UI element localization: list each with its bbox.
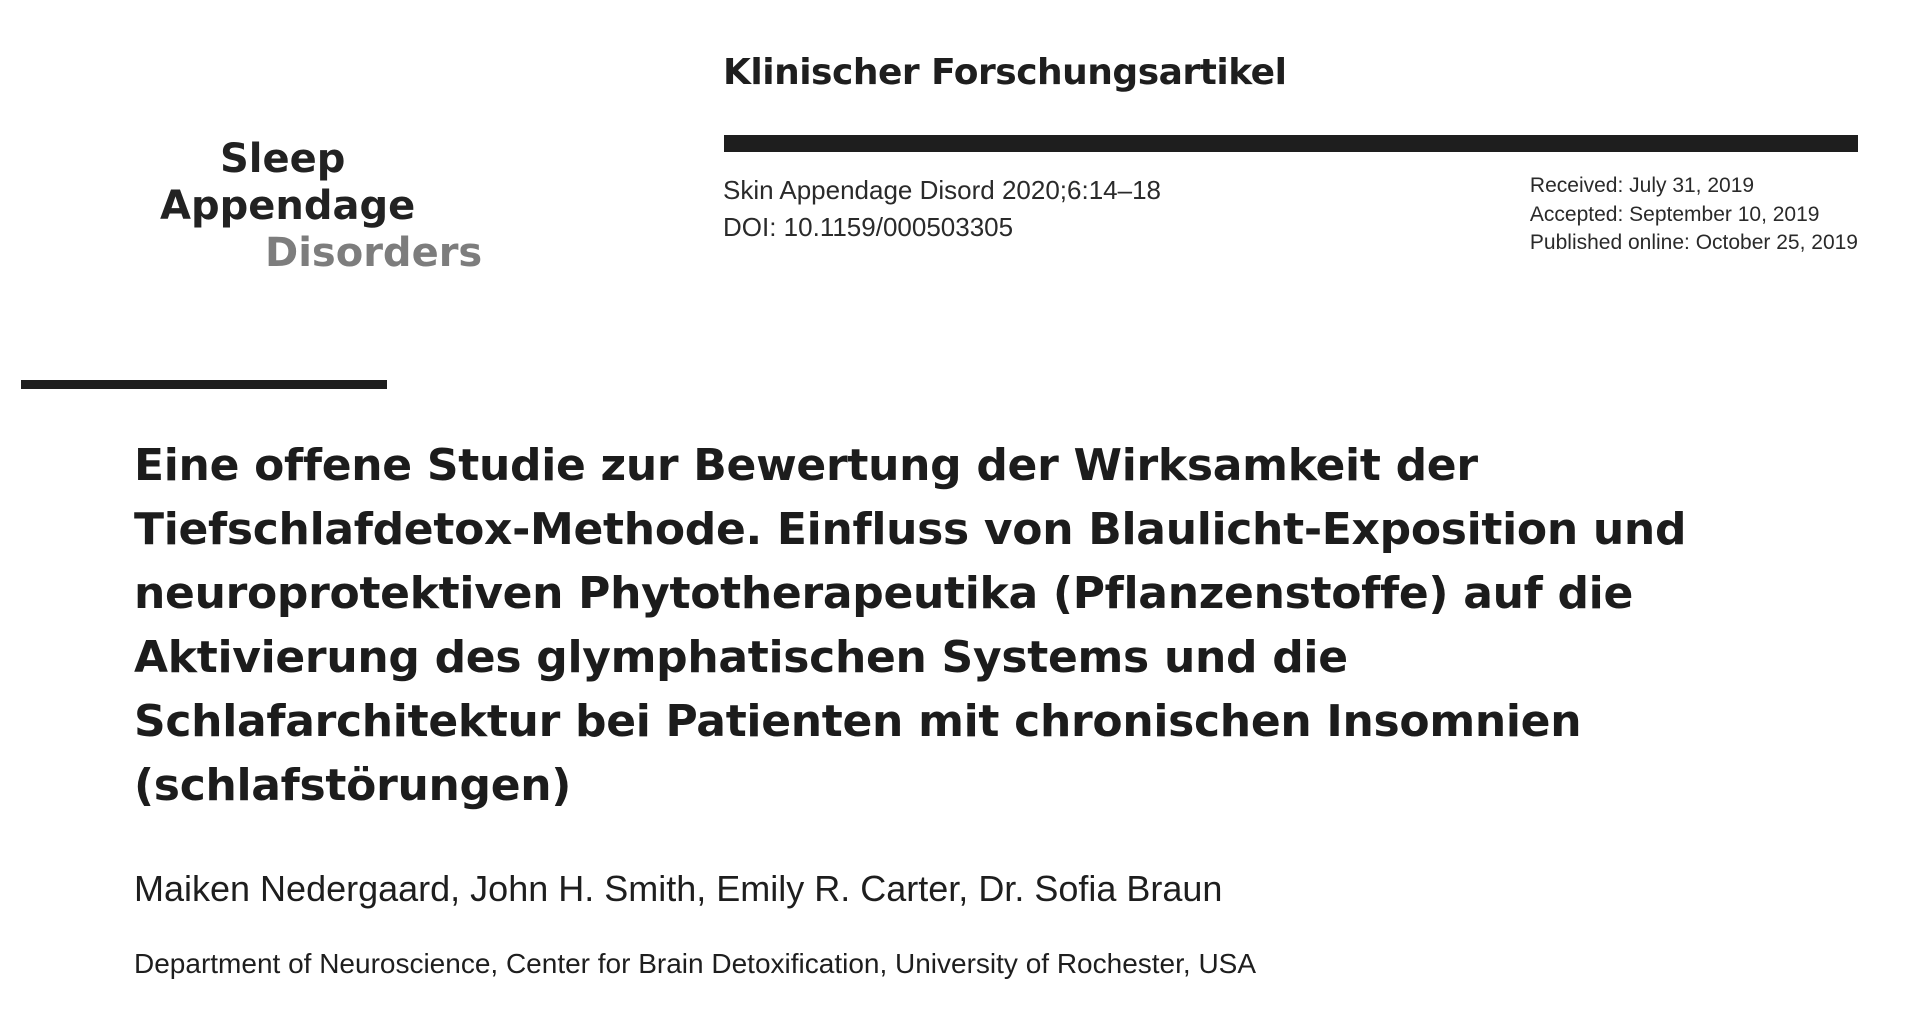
title-line: (schlafstörungen) (134, 760, 572, 811)
logo-word-disorders: Disorders (265, 230, 483, 276)
title-line: Schlafarchitektur bei Patienten mit chronischen Insomnien (134, 696, 1582, 747)
published-date: Published online: October 25, 2019 (1529, 231, 1858, 254)
title-line: Tiefschlafdetox-Methode. Einfluss von Blaulicht-Exposition und (134, 504, 1687, 555)
author-affiliation: Department of Neuroscience, Center for Brain Detoxification, University of Rochester, USA (134, 948, 1257, 979)
journal-citation: Skin Appendage Disord 2020;6:14–18 (723, 175, 1162, 205)
logo-word-appendage: Appendage (160, 183, 416, 229)
author-list: Maiken Nedergaard, John H. Smith, Emily R. Carter, Dr. Sofia Braun (134, 868, 1223, 909)
accepted-date: Accepted: September 10, 2019 (1529, 202, 1820, 226)
doi-link[interactable]: DOI: 10.1159/000503305 (723, 212, 1014, 242)
received-date: Received: July 31, 2019 (1529, 174, 1755, 197)
citation-block (723, 172, 1161, 246)
journal-logo (158, 136, 483, 286)
title-accent-rule (21, 380, 387, 389)
title-line: Eine offene Studie zur Bewertung der Wirksamkeit der (134, 440, 1478, 491)
logo-word-sleep: Sleep (220, 136, 346, 182)
header-divider (724, 135, 1858, 152)
title-line: neuroprotektiven Phytotherapeutika (Pflanzenstoffe) auf die (134, 568, 1633, 619)
article-type-heading: Klinischer Forschungsartikel (723, 52, 1287, 93)
title-line: Aktivierung des glymphatischen Systems und die (134, 632, 1348, 683)
article-title (134, 434, 1874, 818)
publication-dates (1530, 172, 1858, 258)
